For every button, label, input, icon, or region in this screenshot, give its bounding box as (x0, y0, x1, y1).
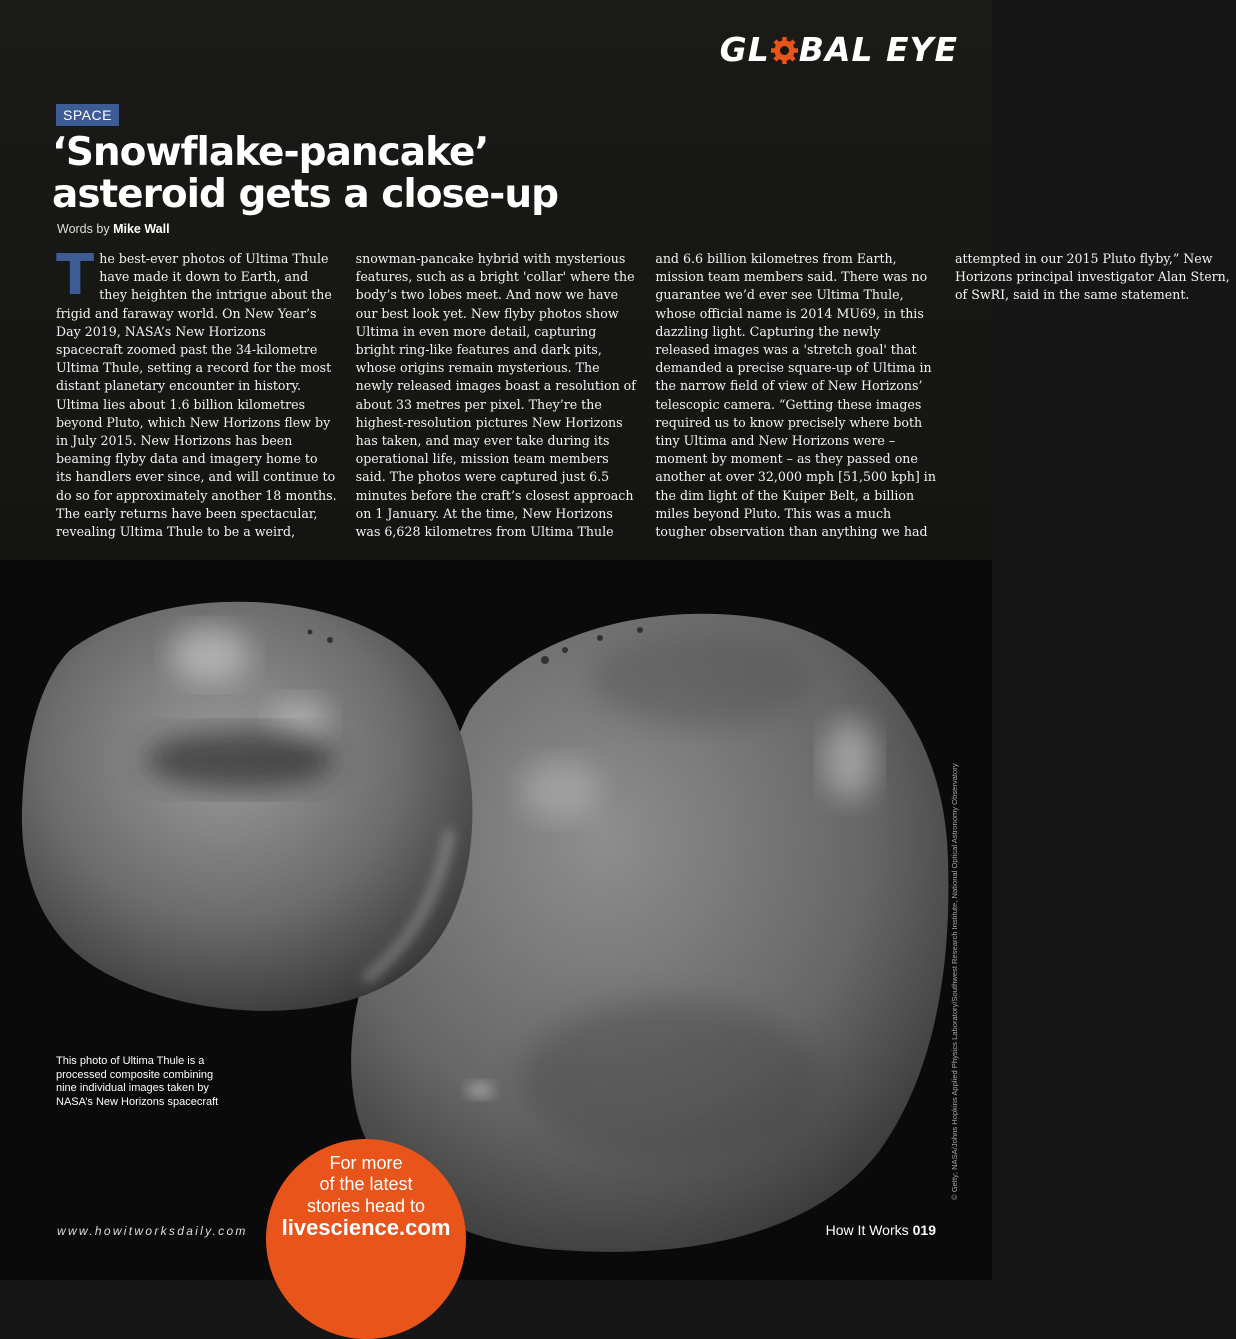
promo-line-3: stories head to (306, 1196, 426, 1216)
author-name: Mike Wall (113, 222, 170, 236)
photo-credit: © Getty; NASA/Johns Hopkins Applied Physics Laboratory/Southwest Research Institute, National Optical Astronomy Observatory (950, 763, 959, 1200)
magazine-name: How It Works (825, 1222, 909, 1238)
promo-link[interactable]: livescience.com (281, 1215, 451, 1240)
drop-cap: T (56, 243, 95, 308)
ultima-thule-photo (0, 560, 992, 1280)
section-brand: GL BAL EYE (719, 30, 958, 69)
title-line-2: asteroid gets a close-up (52, 172, 559, 217)
promo-line-1: For more (329, 1153, 403, 1173)
promo-line-2: of the latest (319, 1174, 413, 1194)
page-title (52, 132, 752, 216)
page-footer (826, 1222, 936, 1238)
gear-icon (771, 33, 798, 60)
article-body (56, 243, 1230, 550)
section-tag: SPACE (56, 104, 119, 126)
article-paragraph: The best-ever photos of Ultima Thule have made it down to Earth, and they heighten the intrigue about the frigid and faraway world. On New Year’s Day 2019, NASA’s New Horizons spacecraft zoomed past the 34-kilometre Ultima Thule, setting a record for the most distant planetary encounter in history. Ultima lies about 1.6 billion kilometres beyond Pluto, which New Horizons flew by in July 2015. New Horizons has been beaming flyby data and imagery home to its handlers ever since, and will continue to do so for approximately another 18 months. The early returns have been spectacular, revealing Ultima Thule to be a weird, snowman-pancake hybrid with mysterious features, such as a bright 'collar' where the body’s two lobes meet. And now we have our best look yet. New flyby photos show Ultima in even more detail, capturing bright ring-like features and dark pits, whose origins remain mysterious. The newly released images boast a resolution of about 33 metres per pixel. They’re the highest-resolution pictures New Horizons has taken, and may ever take during its operational life, mission team members said. The photos were captured just 6.5 minutes before the craft’s closest approach on 1 January. At the time, New Horizons was 6,628 kilometres from Ultima Thule and 6.6 billion kilometres from Earth, mission team members said. There was no guarantee we’d ever see Ultima Thule, whose official name is 2014 MU69, in this dazzling light. Capturing the newly released images was a 'stretch goal' that demanded a precise square-up of Ultima in the narrow field of view of New Horizons’ telescopic camera. “Getting these images required us to know precisely where both tiny Ultima and New Horizons were – moment by moment – as they passed one another at over 32,000 mph [51,500 kph] in the dim light of the Kuiper Belt, a billion miles beyond Pluto. This was a much tougher observation than anything we had attempted in our 2015 Pluto flyby,” New Horizons principal investigator Alan Stern, of SwRI, said in the same statement. (56, 243, 1230, 540)
website-url[interactable]: www.howitworksdaily.com (57, 1224, 248, 1238)
byline: Words by Mike Wall (57, 222, 170, 236)
page-number: 019 (912, 1222, 936, 1238)
photo-caption: This photo of Ultima Thule is a processed composite combining nine individual images taken by NASA’s New Horizons spacecraft (56, 1055, 219, 1108)
promo-badge[interactable] (266, 1139, 466, 1339)
title-line-1: ‘Snowflake-pancake’ (52, 130, 489, 175)
